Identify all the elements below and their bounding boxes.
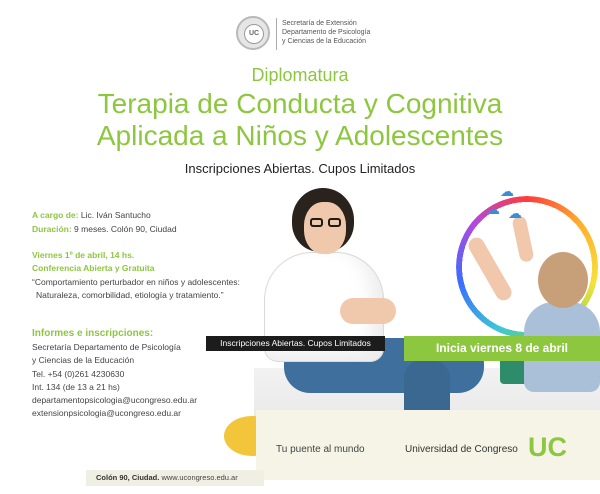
cloud-icon: ☁ [500,183,514,199]
brand-tagline: Tu puente al mundo [276,444,365,455]
footer-address: Colón 90, Ciudad. [96,473,160,482]
uc-logo: UC [528,432,567,462]
program-title-line-1: Terapia de Conducta y Cognitiva [97,88,503,119]
header-line-1: Secretaría de Extensión [282,20,357,27]
registration-subtitle: Inscripciones Abiertas. Cupos Limitados [184,161,416,176]
footer-url[interactable]: www.ucongreso.edu.ar [161,473,238,482]
cloud-icon: ☁ [486,201,500,217]
header-institution [282,19,402,46]
contact-line-1: Secretaría Departamento de Psicología [32,342,181,352]
start-date-banner: Inicia viernes 8 de abril [404,336,600,361]
glasses-icon [310,218,344,228]
university-seal-logo [236,16,270,50]
child-head [538,252,588,308]
program-title [0,88,600,152]
contact-line-2: y Ciencias de la Educación [32,355,135,365]
contact-email-1[interactable]: departamentopsicologia@ucongreso.edu.ar [32,395,198,405]
footer [96,473,238,482]
program-title-line-2: Aplicada a Niños y Adolescentes [96,120,504,151]
registration-banner: Inscripciones Abiertas. Cupos Limitados [206,336,385,351]
duration-line [32,224,177,235]
contact-email-2[interactable]: extensionpsicologia@ucongreso.edu.ar [32,408,181,418]
duration-label: Duración: [32,224,72,234]
event-title: Conferencia Abierta y Gratuita [32,263,155,273]
event-description-1: “Comportamiento perturbador en niños y adolescentes: [32,277,240,287]
therapy-session-photo [254,188,600,428]
header-line-3: y Ciencias de la Educación [282,38,367,45]
program-type: Diplomatura [251,65,349,85]
header-divider [276,18,277,50]
instructor-line [32,210,151,221]
seal-initials: UC [244,24,264,44]
therapist-face [304,202,346,254]
instructor-label: A cargo de: [32,210,79,220]
event-description-2: Naturaleza, comorbilidad, etiología y tratamiento.” [36,290,224,300]
instructor-name: Lic. Iván Santucho [80,210,151,220]
contact-phone: Tel. +54 (0)261 4230630 [32,369,125,379]
cloud-icon: ☁ [508,205,522,221]
contact-title: Informes e inscripciones: [32,328,154,339]
event-date: Viernes 1º de abril, 14 hs. [32,250,135,260]
therapist-arm [340,298,396,324]
header-line-2: Departamento de Psicología [282,29,371,36]
contact-extension: Int. 134 (de 13 a 21 hs) [32,382,120,392]
university-name: Universidad de Congreso [405,444,518,455]
duration-value: 9 meses. Colón 90, Ciudad [74,224,177,234]
